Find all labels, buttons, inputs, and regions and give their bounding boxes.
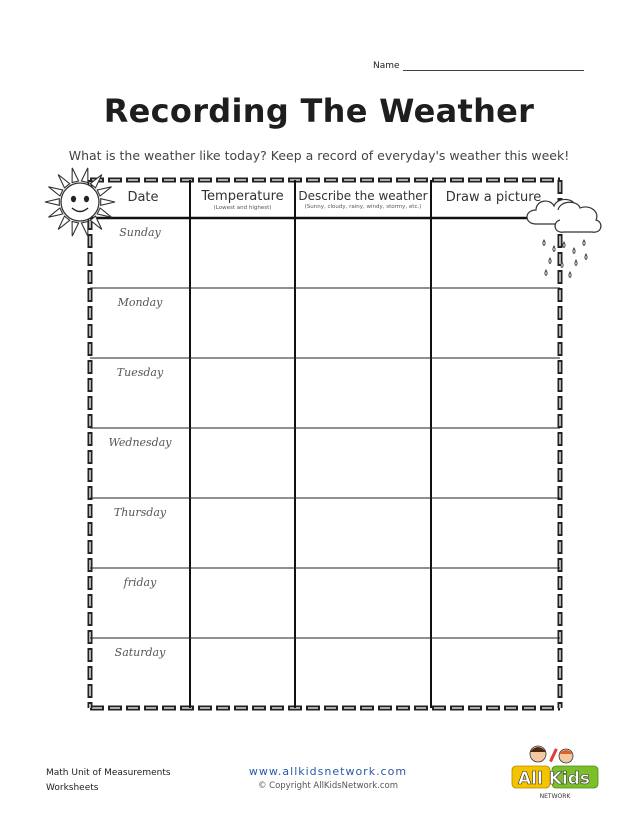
header-draw-picture: Draw a picture: [445, 190, 542, 205]
day-label-monday: Monday: [117, 296, 163, 309]
day-label-sunday: Sunday: [119, 226, 161, 239]
name-label: Name: [373, 61, 400, 71]
cell-sunday-draw-picture[interactable]: [433, 220, 558, 286]
cell-saturday-draw-picture[interactable]: [433, 640, 558, 706]
cell-monday-draw-picture[interactable]: [433, 290, 558, 356]
cell-monday-describe-weather[interactable]: [297, 290, 429, 356]
logo-subtext: NETWORK: [539, 793, 571, 800]
cell-thursday-draw-picture[interactable]: [433, 500, 558, 566]
day-label-wednesday: Wednesday: [108, 436, 172, 449]
cell-tuesday-describe-weather[interactable]: [297, 360, 429, 426]
day-label-thursday: Thursday: [113, 506, 167, 519]
cell-wednesday-temperature[interactable]: [192, 430, 293, 496]
footer-category-line2: Worksheets: [46, 783, 99, 793]
footer-url-link[interactable]: www.allkidsnetwork.com: [248, 765, 408, 778]
footer-category: [46, 766, 171, 796]
logo-text: All Kids: [517, 769, 591, 789]
day-label-tuesday: Tuesday: [116, 366, 164, 379]
cell-wednesday-describe-weather[interactable]: [297, 430, 429, 496]
day-label-saturday: Saturday: [114, 646, 166, 659]
header-temperature: Temperature (Lowest and highest): [201, 189, 284, 211]
cell-saturday-describe-weather[interactable]: [297, 640, 429, 706]
day-label-friday: friday: [123, 576, 157, 589]
header-describe-weather: Describe the weather (Sunny, cloudy, rainy, windy, stormy, etc.): [298, 189, 428, 210]
cell-friday-temperature[interactable]: [192, 570, 293, 636]
allkids-logo: [508, 742, 602, 804]
cell-monday-temperature[interactable]: [192, 290, 293, 356]
cell-friday-describe-weather[interactable]: [297, 570, 429, 636]
cell-tuesday-temperature[interactable]: [192, 360, 293, 426]
footer-category-line1: Math Unit of Measurements: [46, 768, 171, 778]
cell-tuesday-draw-picture[interactable]: [433, 360, 558, 426]
cell-thursday-temperature[interactable]: [192, 500, 293, 566]
header-date: Date: [127, 190, 159, 205]
cell-wednesday-draw-picture[interactable]: [433, 430, 558, 496]
cell-sunday-temperature[interactable]: [192, 220, 293, 286]
footer-copyright: © Copyright AllKidsNetwork.com: [257, 781, 399, 791]
page-title: Recording The Weather: [103, 92, 535, 130]
table-cells: [192, 220, 558, 706]
cell-thursday-describe-weather[interactable]: [297, 500, 429, 566]
cell-sunday-describe-weather[interactable]: [297, 220, 429, 286]
instructions: What is the weather like today? Keep a record of everyday's weather this week!: [68, 148, 570, 163]
cell-saturday-temperature[interactable]: [192, 640, 293, 706]
cell-friday-draw-picture[interactable]: [433, 570, 558, 636]
